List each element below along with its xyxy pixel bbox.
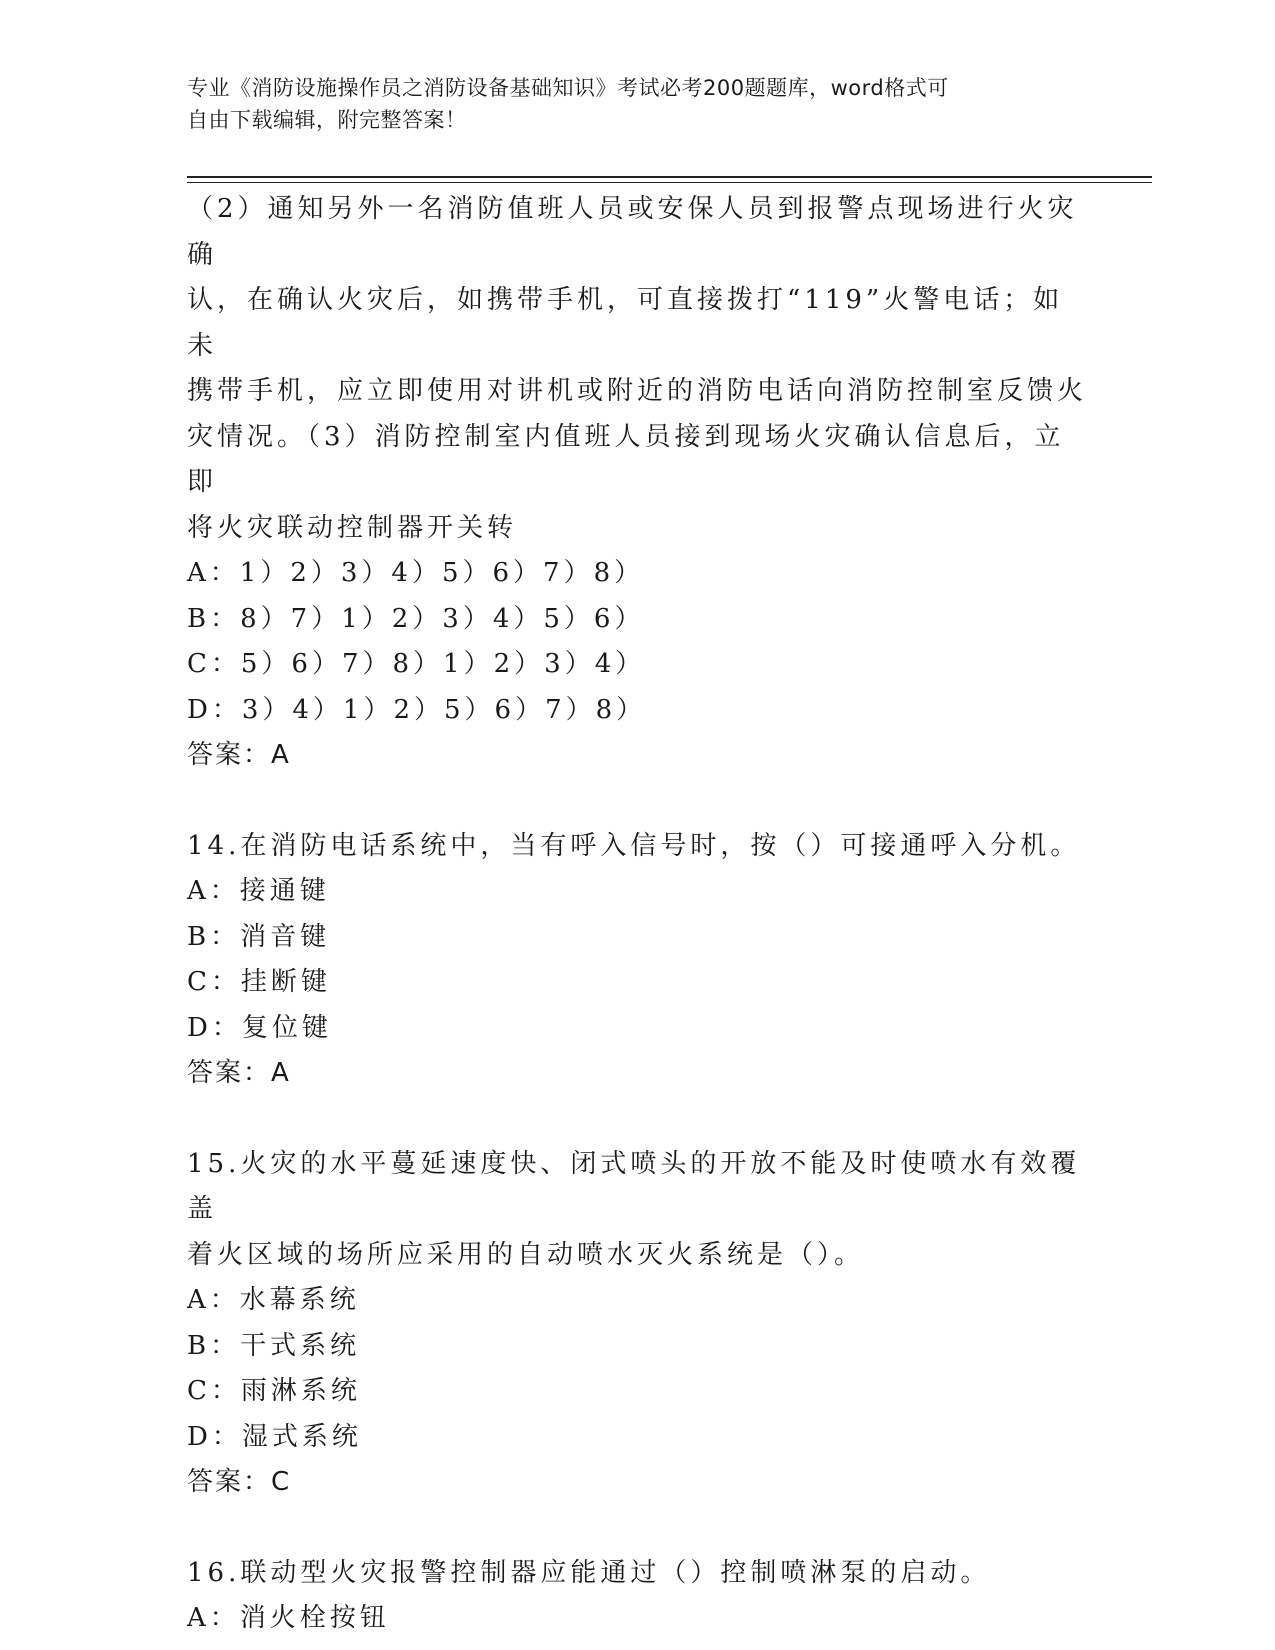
option-a: A：消火栓按钮: [187, 1603, 390, 1633]
question-16: [187, 1551, 1092, 1642]
spacer: [187, 1506, 1092, 1551]
option-a: A：1）2）3）4）5）6）7）8）: [187, 558, 645, 588]
option-b: B：干式系统: [187, 1330, 361, 1361]
header-line-2: 自由下载编辑，附完整答案！: [187, 108, 467, 132]
question-stem-line: 14.在消防电话系统中，当有呼入信号时，按（）可接通呼入分机。: [187, 830, 1081, 861]
question-stem-line: 着火区域的场所应采用的自动喷水灭火系统是（）。: [187, 1239, 865, 1270]
question-stem-line: 将火灾联动控制器开关转: [187, 512, 518, 543]
question-stem-line: 携带手机，应立即使用对讲机或附近的消防电话向消防控制室反馈火: [187, 376, 1088, 406]
option-c: C：挂断键: [187, 967, 331, 997]
answer: 答案：A: [187, 740, 291, 770]
question-stem-line: 灾情况。（3）消防控制室内值班人员接到现场火灾确认信息后，立即: [187, 421, 1065, 497]
question-stem-line: 16.联动型火灾报警控制器应能通过（）控制喷淋泵的启动。: [187, 1557, 991, 1588]
question-15: [187, 1142, 1092, 1506]
question-14: [187, 824, 1092, 1097]
header-rule-thin: [187, 182, 1152, 183]
option-a: A：水幕系统: [187, 1285, 360, 1315]
document-header: [187, 72, 1067, 136]
option-d: D：复位键: [187, 1012, 332, 1043]
option-d: D：3）4）1）2）5）6）7）8）: [187, 694, 647, 725]
option-c: C：5）6）7）8）1）2）3）4）: [187, 649, 646, 679]
header-line-1: 专业《消防设施操作员之消防设备基础知识》考试必考200题题库，word格式可: [187, 76, 949, 100]
spacer: [187, 779, 1092, 824]
header-rule-thick: [187, 176, 1152, 178]
question-stem-line: 认，在确认火灾后，如携带手机，可直接拨打“119”火警电话；如未: [187, 285, 1064, 361]
question-list: [187, 187, 1092, 1642]
option-a: A：接通键: [187, 876, 330, 906]
option-b: B：8）7）1）2）3）4）5）6）: [187, 603, 645, 634]
question-stem-line: 15.火灾的水平蔓延速度快、闭式喷头的开放不能及时使喷水有效覆盖: [187, 1148, 1081, 1224]
answer: 答案：A: [187, 1058, 291, 1088]
question-stem-line: （2）通知另外一名消防值班人员或安保人员到报警点现场进行火灾确: [187, 194, 1078, 270]
option-d: D：湿式系统: [187, 1421, 362, 1452]
spacer: [187, 1097, 1092, 1142]
option-c: C：雨淋系统: [187, 1376, 361, 1406]
question-13: [187, 187, 1092, 779]
option-b: B：消音键: [187, 921, 331, 952]
answer: 答案：C: [187, 1467, 292, 1497]
